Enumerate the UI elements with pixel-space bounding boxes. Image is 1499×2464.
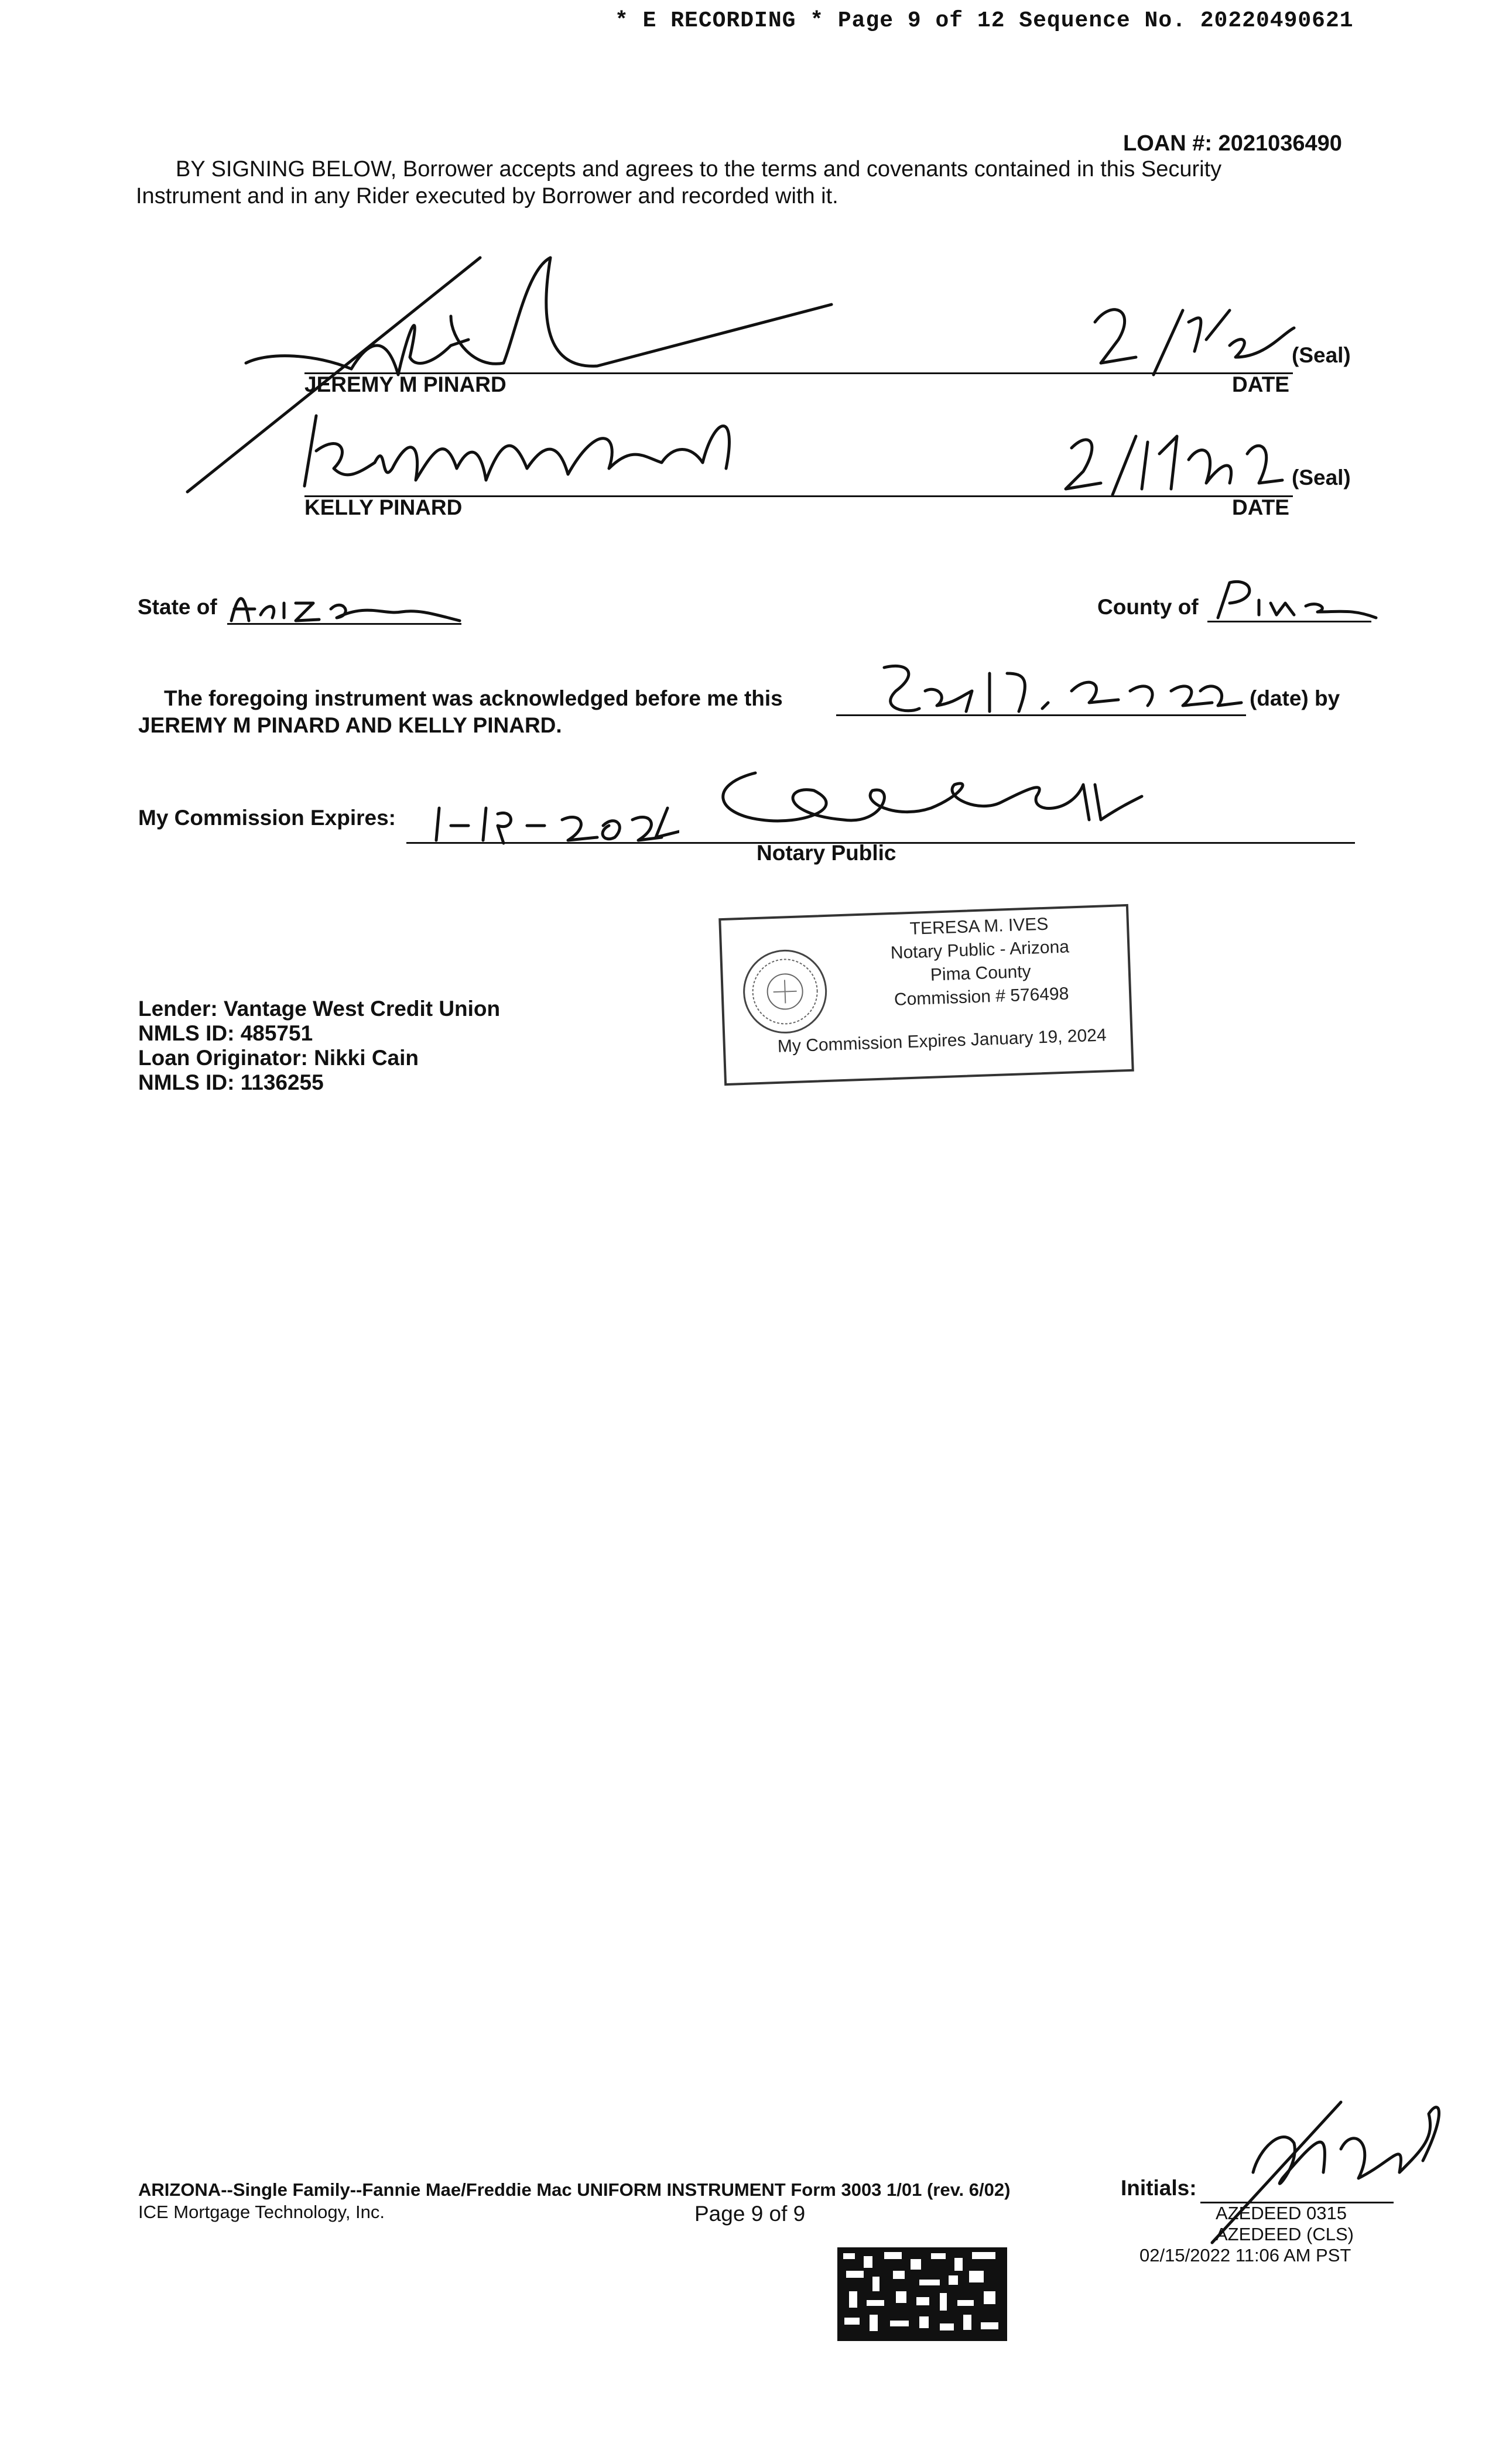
initials-label: Initials: [1121, 2176, 1197, 2200]
state-label: State of [138, 595, 217, 619]
ack-names: JEREMY M PINARD AND KELLY PINARD. [138, 713, 562, 737]
ack-text-after: (date) by [1250, 686, 1340, 710]
footer-code-2: AZEDEED (CLS) [1216, 2224, 1354, 2244]
stamp-line-2: Notary Public - Arizona [890, 937, 1070, 963]
footer-timestamp: 02/15/2022 11:06 AM PST [1139, 2245, 1351, 2265]
lender-block [138, 997, 500, 1095]
footer-company: ICE Mortgage Technology, Inc. [138, 2202, 385, 2222]
loan-number: LOAN #: 2021036490 [1123, 131, 1342, 156]
date-label-1: DATE [1232, 372, 1289, 396]
commission-label: My Commission Expires: [138, 806, 396, 830]
borrower-2-date-handwriting [1060, 425, 1294, 501]
borrower-2-signature-drawing [293, 398, 761, 498]
stamp-line-5: My Commission Expires January 19, 2024 [777, 1025, 1107, 1056]
commission-date-handwriting [422, 796, 679, 849]
notary-stamp [718, 904, 1134, 1086]
stamp-line-3: Pima County [930, 961, 1032, 985]
footer-form-line: ARIZONA--Single Family--Fannie Mae/Freddie Mac UNIFORM INSTRUMENT Form 3003 1/01 (rev. 6/02) [138, 2179, 1011, 2200]
originator-nmls: NMLS ID: 1136255 [138, 1070, 324, 1094]
seal-label-1: (Seal) [1292, 343, 1351, 367]
notary-seal-icon [740, 946, 830, 1037]
county-label: County of [1097, 595, 1199, 619]
intro-line-2: Instrument and in any Rider executed by Borrower and recorded with it. [136, 184, 839, 208]
borrower-name-2: KELLY PINARD [304, 495, 463, 519]
date-label-2: DATE [1232, 495, 1289, 519]
county-value-handwriting [1206, 577, 1382, 624]
lender-name: Lender: Vantage West Credit Union [138, 997, 501, 1021]
barcode-icon [837, 2247, 1007, 2341]
state-value-handwriting [225, 580, 471, 627]
intro-line-1: BY SIGNING BELOW, Borrower accepts and agrees to the terms and covenants contained in this Security [176, 157, 1222, 182]
seal-label-2: (Seal) [1292, 466, 1351, 490]
notary-public-label: Notary Public [757, 841, 896, 865]
borrower-name-1: JEREMY M PINARD [304, 372, 506, 396]
stamp-line-4: Commission # 576498 [894, 984, 1069, 1009]
footer-code-1: AZEDEED 0315 [1216, 2203, 1347, 2223]
stamp-name: TERESA M. IVES [909, 914, 1049, 939]
ack-text-before: The foregoing instrument was acknowledged before me this [164, 686, 783, 710]
ack-date-handwriting [872, 656, 1247, 720]
footer-page: Page 9 of 9 [694, 2202, 806, 2226]
recording-header: * E RECORDING * Page 9 of 12 Sequence No. 20220490621 [615, 8, 1354, 33]
loan-originator: Loan Originator: Nikki Cain [138, 1046, 419, 1070]
lender-nmls: NMLS ID: 485751 [138, 1021, 313, 1045]
